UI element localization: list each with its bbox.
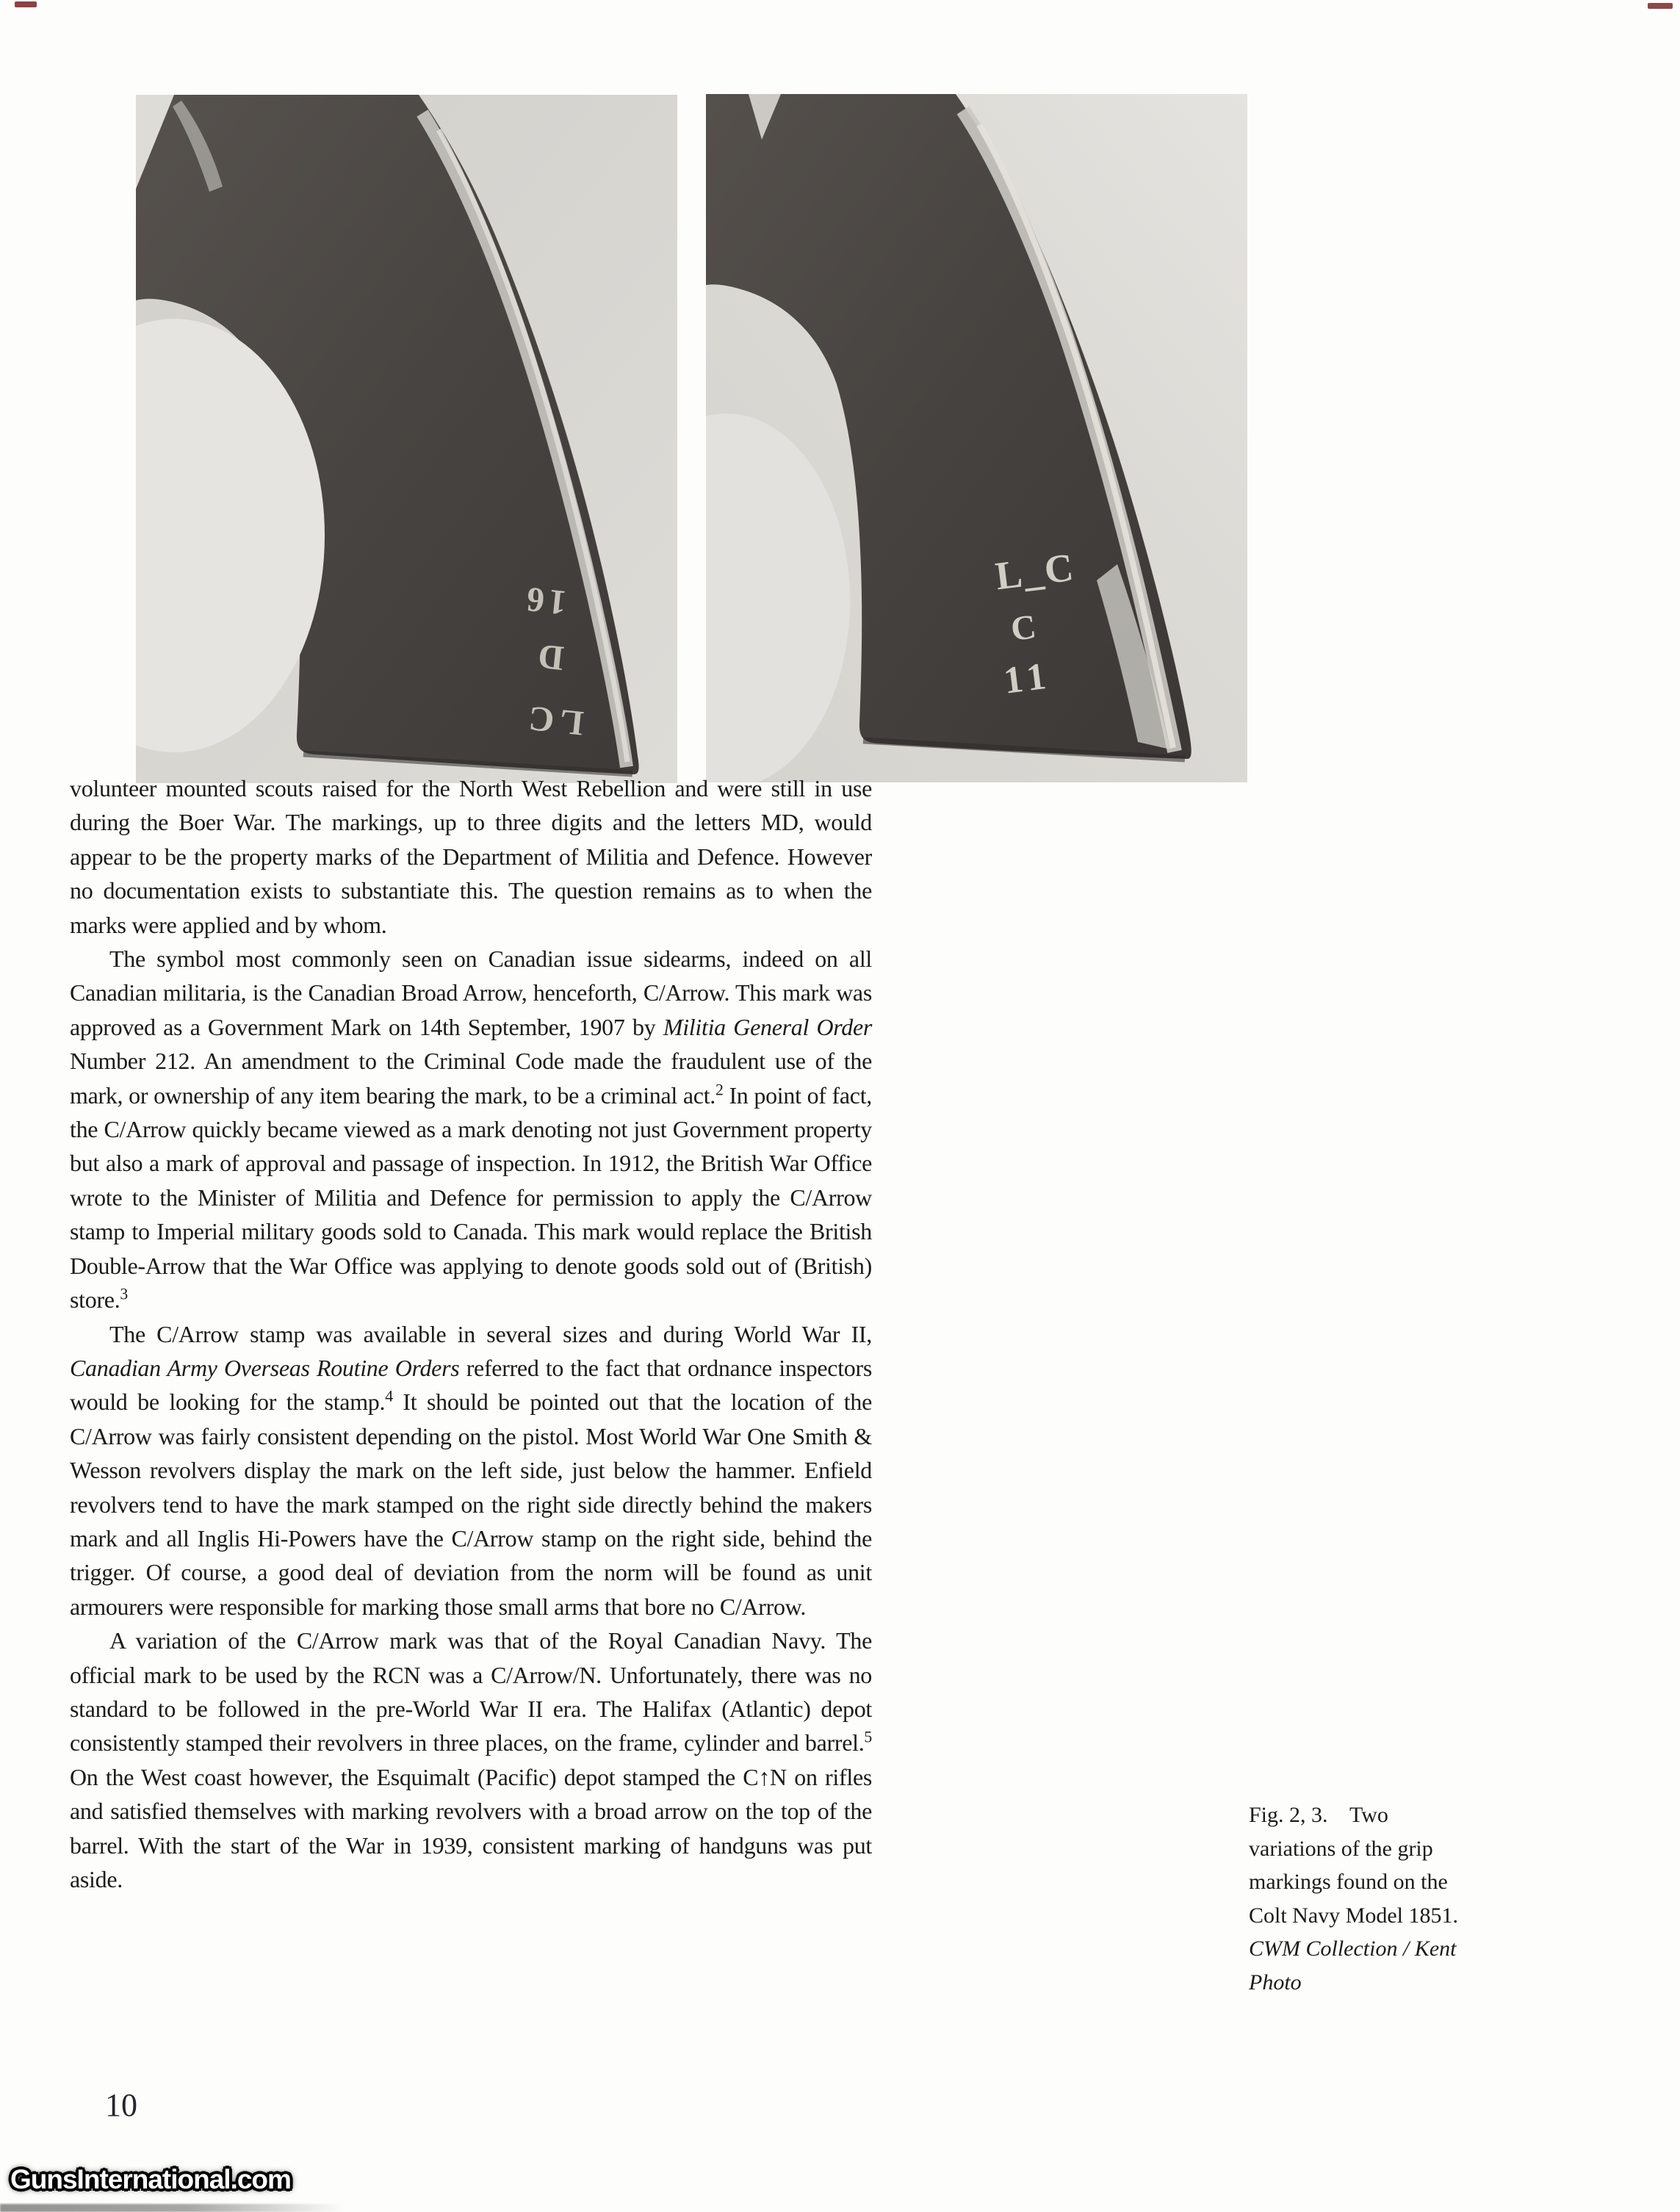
- paragraph: The C/Arrow stamp was available in several sizes and during World War II, Canadian Army Overseas Routine Orders referred to the fact that ordnance inspectors would be looking for the stamp.$^4$ It should be pointed out that the location of the C/Arrow was fairly consistent depending on the pistol. Most World War One Smith & Wesson revolvers display the mark on the left side, just below the hammer. Enfield revolvers tend to have the mark stamped on the right side directly behind the makers mark and all Inglis Hi-Powers have the C/Arrow stamp on the right side, behind the trigger. Of course, a good deal of deviation from the norm will be found as unit armourers were responsible for marking those small arms that bore no C/Arrow.: [70, 1320, 872, 1620]
- grip-photo-right: [706, 94, 1247, 782]
- scan-artifact-top-left: [15, 1, 37, 7]
- caption-line: markings found on the: [1249, 1870, 1448, 1895]
- stamp-mark: D: [536, 636, 566, 678]
- caption-line: Colt Navy Model 1851.: [1249, 1903, 1458, 1928]
- grip-photo-left: [136, 95, 677, 783]
- caption-line: Fig. 2, 3. Two: [1249, 1803, 1388, 1827]
- scan-artifact-bottom: [0, 2204, 345, 2212]
- figure-caption: [1249, 1798, 1557, 2000]
- grip-photo-left-image: [136, 95, 677, 783]
- stamp-mark: LC: [521, 697, 585, 743]
- paragraph: A variation of the C/Arrow mark was that of the Royal Canadian Navy. The official mark to be used by the RCN was a C/Arrow/N. Unfortunately, there was no standard to be followed in the pre-World War II era. The Halifax (Atlantic) depot consistently stamped their revolvers in three places, on the frame, cylinder and barrel.$^5$ On the West coast however, the Esquimalt (Pacific) depot stamped the C↑N on rifles and satisfied themselves with marking revolvers with a broad arrow on the top of the barrel. With the start of the War in 1939, consistent marking of handguns was put aside.: [70, 1627, 872, 1892]
- stamp-mark: C: [1009, 608, 1039, 649]
- paragraph: volunteer mounted scouts raised for the North West Rebellion and were still in use during the Boer War. The markings, up to three digits and the letters MD, would appear to be the property marks of the Department of Militia and Defence. However no documentation exists to substantiate this. The question remains as to when the marks were applied and by whom.: [70, 775, 872, 938]
- page-number: 10: [105, 2087, 137, 2123]
- stamp-mark: L_C: [992, 544, 1078, 599]
- stamp-mark: 11: [1001, 655, 1054, 702]
- caption-line: Photo: [1249, 1970, 1302, 1995]
- article-text: [70, 771, 872, 1896]
- caption-line: CWM Collection / Kent: [1249, 1937, 1457, 1961]
- watermark-text: GunsInternational.com: [10, 2164, 291, 2194]
- caption-line: variations of the grip: [1249, 1836, 1433, 1861]
- stamp-mark: 16: [520, 579, 569, 622]
- scan-artifact-top-right: [1648, 3, 1673, 9]
- grip-photo-right-image: [706, 94, 1247, 782]
- paragraph: The symbol most commonly seen on Canadian issue sidearms, indeed on all Canadian militaria, is the Canadian Broad Arrow, henceforth, C/Arrow. This mark was approved as a Government Mark on 14th September, 1907 by Militia General Order Number 212. An amendment to the Criminal Code made the fraudulent use of the mark, or ownership of any item bearing the mark, to be a criminal act.$^2$ In point of fact, the C/Arrow quickly became viewed as a mark denoting not just Government property but also a mark of approval and passage of inspection. In 1912, the British War Office wrote to the Minister of Militia and Defence for permission to apply the C/Arrow stamp to Imperial military goods sold to Canada. This mark would replace the British Double-Arrow that the War Office was applying to denote goods sold out of (British) store.$^3$: [70, 945, 873, 1314]
